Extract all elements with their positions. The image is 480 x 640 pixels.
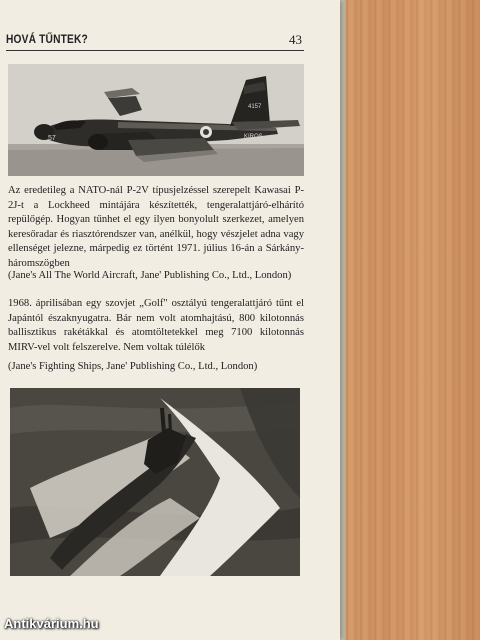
running-header (6, 30, 304, 51)
tail-number-text: 4157 (248, 104, 262, 110)
aircraft-photo (8, 64, 304, 176)
aircraft-photo-icon (8, 64, 304, 176)
watermark-logo: Antikvárium.hu (4, 616, 99, 631)
page-edge (340, 0, 346, 640)
source-aircraft: (Jane's All The World Aircraft, Jane' Publishing Co., Ltd., London) (8, 270, 292, 281)
nose-number-text: 57 (48, 135, 56, 142)
paragraph-submarine: 1968. áprilisában egy szovjet „Golf" osztályú tengeralattjáró tűnt el Japántól északnyugatra. Bár nem volt atomhajtású, 800 kilotonnás ballisztikus rakétákkal és atomtöltetekkel meg 7100 kilotonnás MIRV-vel volt felszerelve. Nem voltak túlélők (8, 298, 304, 353)
submarine-photo-icon (10, 388, 300, 576)
source-submarine: (Jane's Fighting Ships, Jane' Publishing Co., Ltd., London) (8, 361, 258, 372)
wooden-table-background (346, 0, 480, 640)
chapter-title: HOVÁ TŰNTEK? (6, 32, 88, 46)
page-number: 43 (289, 32, 302, 47)
fuselage-code-text: KIROS (244, 134, 263, 140)
paragraph-aircraft: Az eredetileg a NATO-nál P-2V típusjelzéssel szerepelt Kawasai P-2J-t a Lockheed mintájára készítették, tengeralattjáró-elhárító repülőgép. Hogyan tűnhet el egy ilyen bonyolult szerkezet, amelyen keresőradar és riasztórendszer van, anélkül, hogy vészjelet adna vagy ellenséget jelezne, márpedig ez történt 1971. július 16-án a Sárkány-háromszögben (8, 185, 304, 269)
submarine-photo (10, 388, 300, 576)
